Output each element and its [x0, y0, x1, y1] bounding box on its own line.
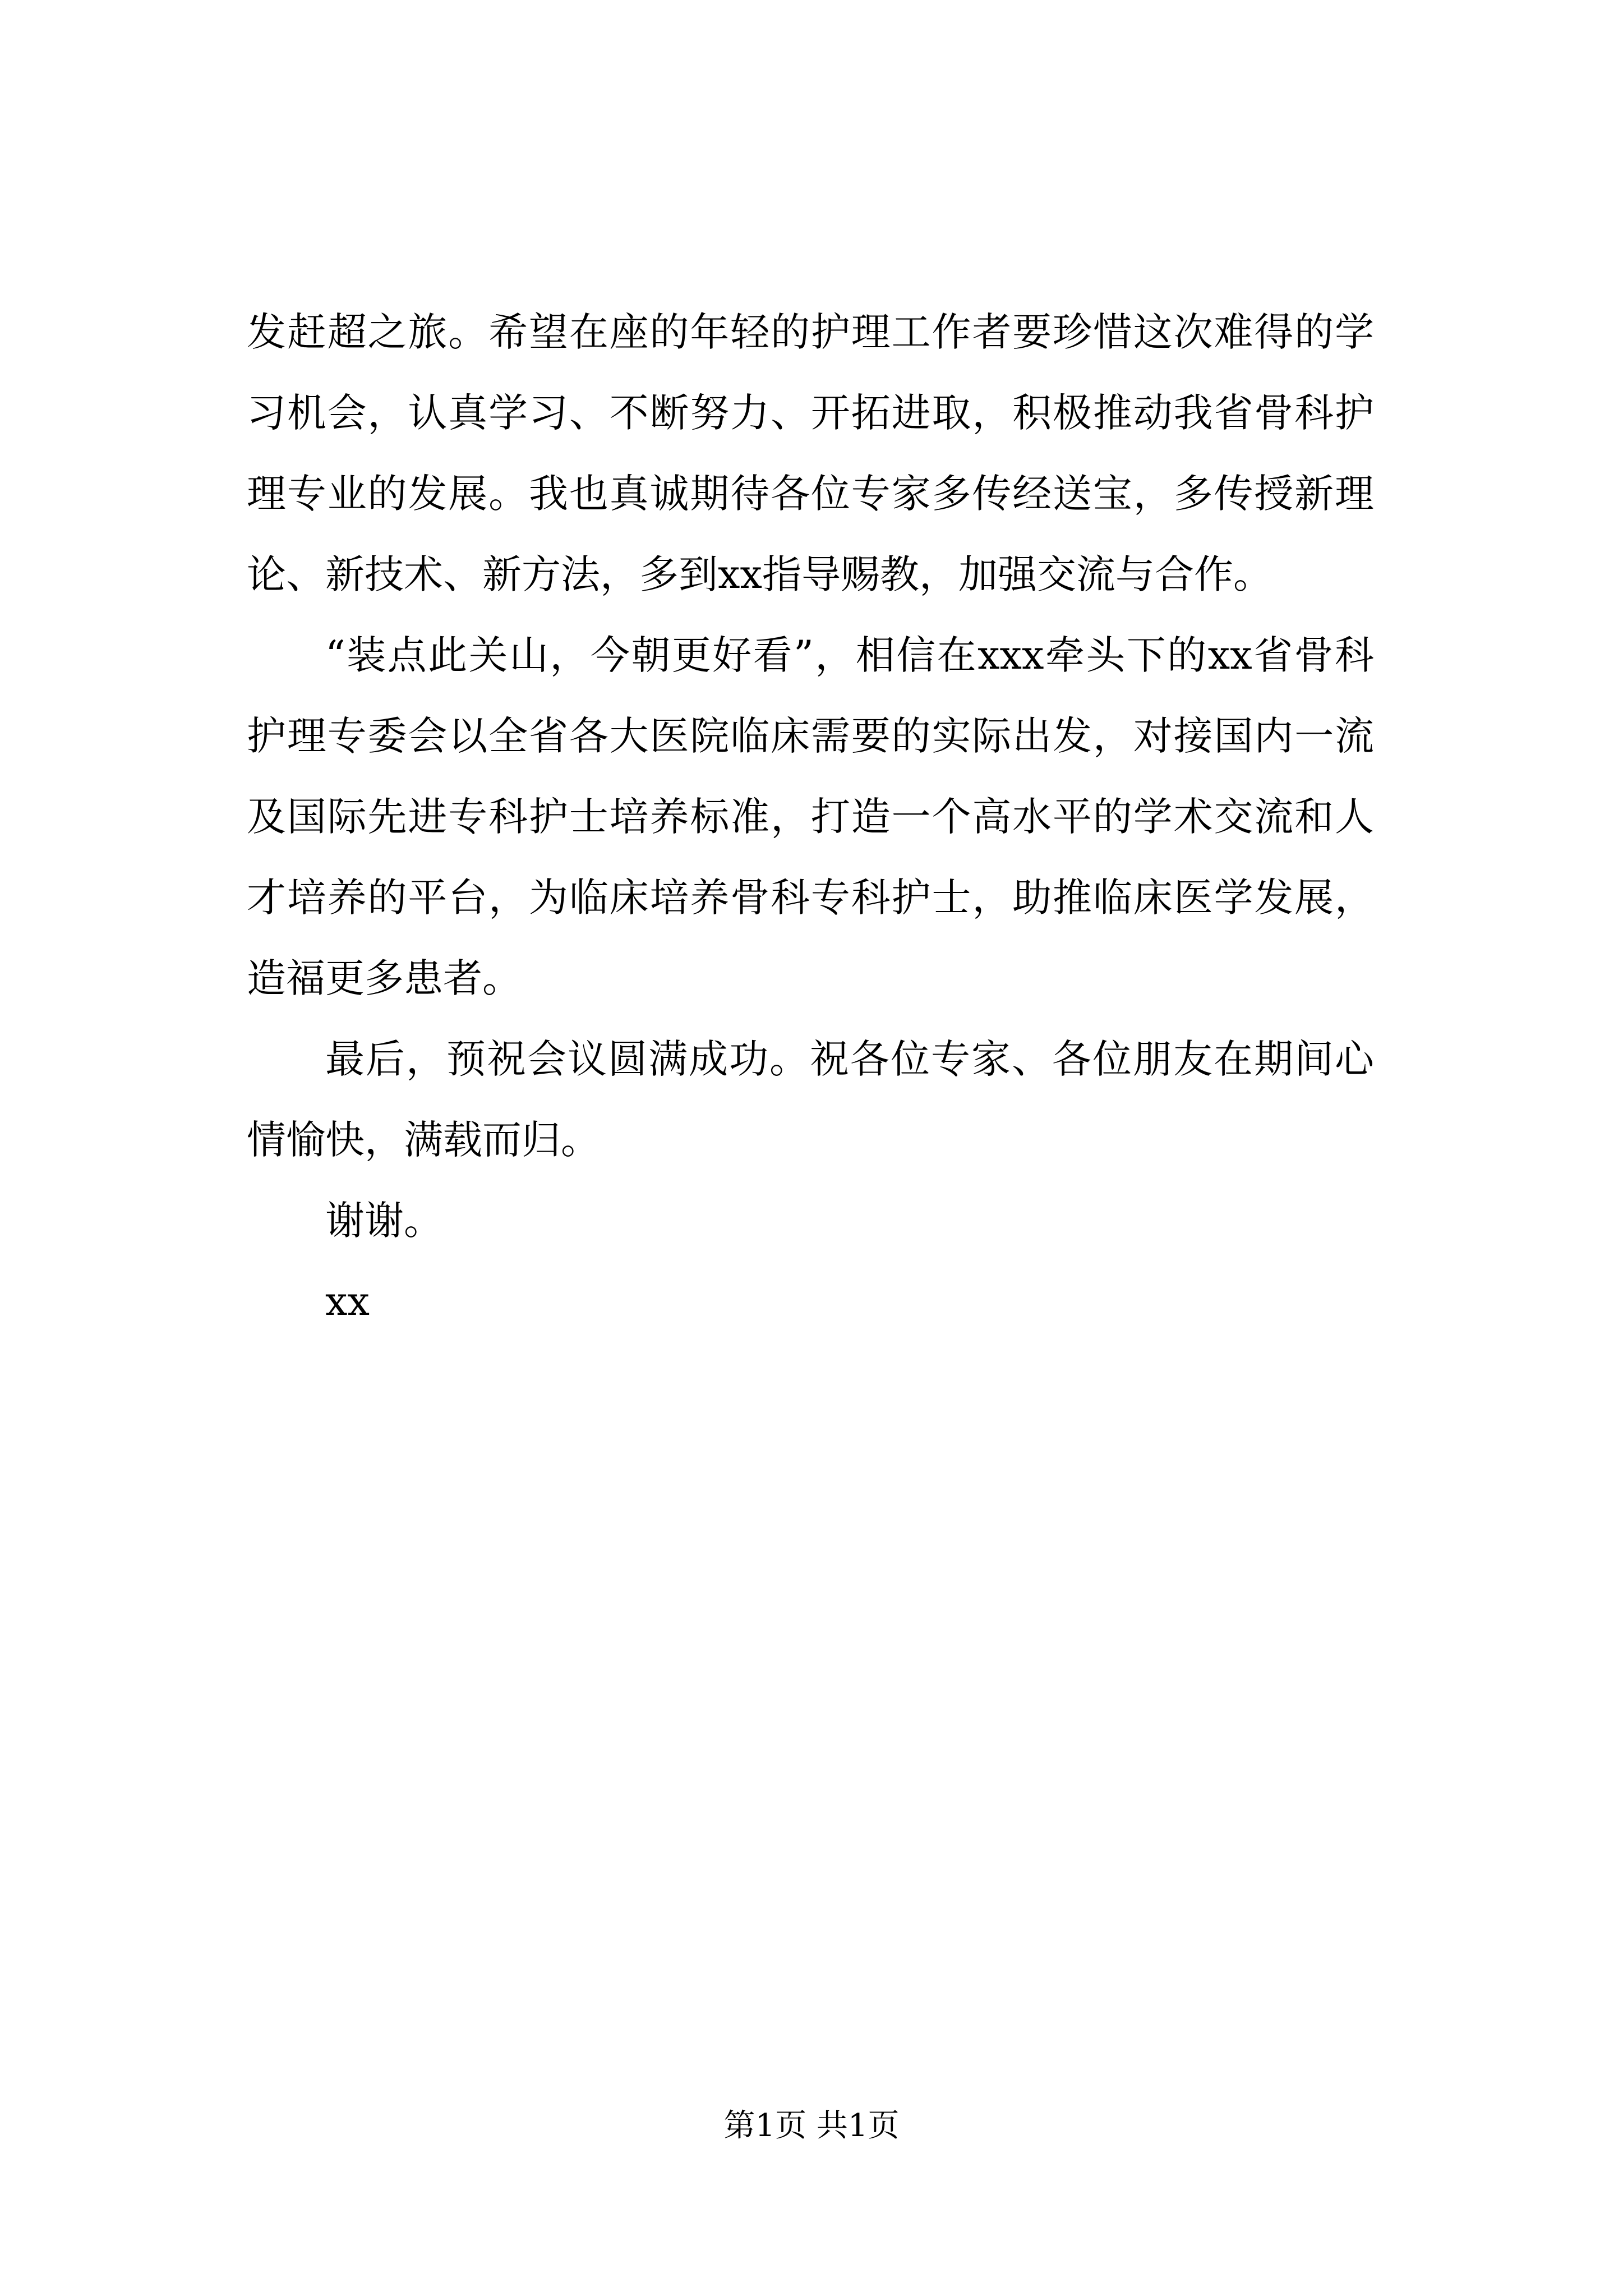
paragraph-closing-wishes: 最后，预祝会议圆满成功。祝各位专家、各位朋友在期间心情愉快，满载而归。: [247, 1036, 1374, 1163]
paragraph-quote: “装点此关山，今朝更好看”，相信在xxx牵头下的xx省骨科护理专委会以全省各大医院临床需要的实际出发，对接国内一流及国际先进专科护士培养标准，打造一个高水平的学术交流和人才培养的平台，为临床培养骨科专科护士，助推临床医学发展，造福更多患者。: [247, 632, 1374, 1001]
paragraph-continued: 发赶超之旅。希望在座的年轻的护理工作者要珍惜这次难得的学习机会，认真学习、不断努力、开拓进取，积极推动我省骨科护理专业的发展。我也真诚期待各位专家多传经送宝，多传授新理论、新技术、新方法，多到xx指导赐教，加强交流与合作。: [247, 309, 1374, 597]
signature: xx: [325, 1278, 370, 1324]
page-number-footer: 第1页 共1页: [723, 2108, 900, 2144]
document-body: [247, 292, 1374, 1342]
paragraph-thanks: 谢谢。: [325, 1198, 443, 1244]
